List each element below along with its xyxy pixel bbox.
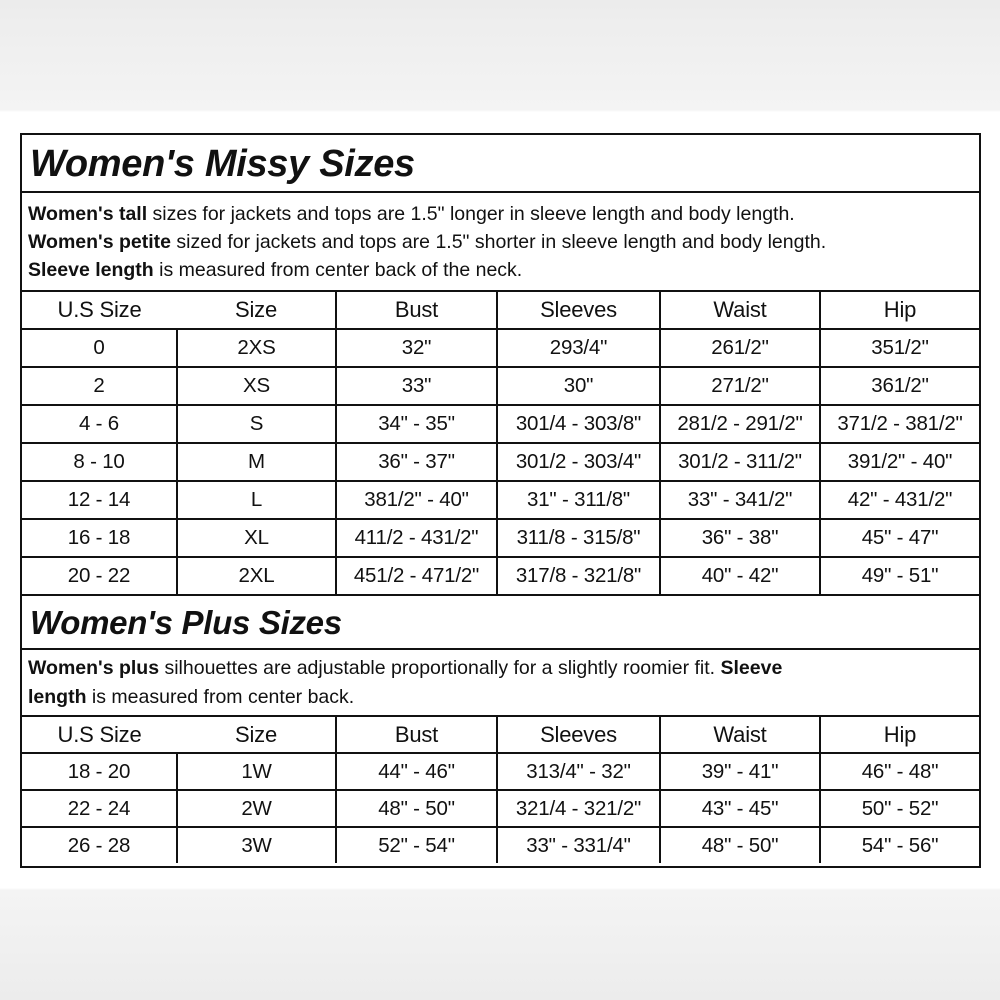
table-row (22, 405, 979, 443)
size-cell: 2XL (177, 557, 336, 595)
header-sleeves: Sleeves (497, 717, 660, 753)
waist-cell: 33" - 341/2" (660, 481, 820, 519)
sleeves-cell: 317/8 - 321/8" (497, 557, 660, 595)
table-row (22, 367, 979, 405)
header-hip: Hip (820, 717, 979, 753)
header-waist: Waist (660, 292, 820, 329)
tall-note: Women's tall sizes for jackets and tops are 1.5" longer in sleeve length and body length. (28, 203, 795, 225)
waist-cell: 36" - 38" (660, 519, 820, 557)
table-row (22, 753, 979, 790)
table-row (22, 329, 979, 367)
us-size-cell: 26 - 28 (22, 827, 177, 863)
table-row (22, 443, 979, 481)
waist-cell: 261/2" (660, 329, 820, 367)
plus-size-table (22, 717, 979, 863)
sleeves-cell: 301/4 - 303/8" (497, 405, 660, 443)
hip-cell: 391/2" - 40" (820, 443, 979, 481)
bust-cell: 381/2" - 40" (336, 481, 497, 519)
plus-size-notes (22, 650, 979, 717)
hip-cell: 50" - 52" (820, 790, 979, 827)
hip-cell: 371/2 - 381/2" (820, 405, 979, 443)
waist-cell: 271/2" (660, 367, 820, 405)
bust-cell: 32" (336, 329, 497, 367)
missy-section-title: Women's Missy Sizes (22, 135, 979, 193)
sleeves-cell: 313/4" - 32" (497, 753, 660, 790)
size-cell: 2XS (177, 329, 336, 367)
missy-header-row (22, 292, 979, 329)
hip-cell: 46" - 48" (820, 753, 979, 790)
waist-cell: 43" - 45" (660, 790, 820, 827)
header-size: Size (177, 292, 336, 329)
header-us-size: U.S Size (22, 292, 177, 329)
bust-cell: 33" (336, 367, 497, 405)
sleeve-length-note: Sleeve length is measured from center back of the neck. (28, 259, 523, 281)
plus-note-line-2: length is measured from center back. (28, 686, 355, 708)
header-sleeves: Sleeves (497, 292, 660, 329)
hip-cell: 49" - 51" (820, 557, 979, 595)
header-hip: Hip (820, 292, 979, 329)
us-size-cell: 0 (22, 329, 177, 367)
hip-cell: 42" - 431/2" (820, 481, 979, 519)
table-row (22, 557, 979, 595)
hip-cell: 361/2" (820, 367, 979, 405)
bust-cell: 48" - 50" (336, 790, 497, 827)
size-cell: M (177, 443, 336, 481)
sleeves-cell: 33" - 331/4" (497, 827, 660, 863)
hip-cell: 54" - 56" (861, 833, 939, 857)
bust-cell: 52" - 54" (336, 827, 497, 863)
size-cell: XL (177, 519, 336, 557)
sleeves-cell: 31" - 311/8" (497, 481, 660, 519)
sleeves-cell: 311/8 - 315/8" (497, 519, 660, 557)
us-size-cell: 16 - 18 (22, 519, 177, 557)
table-row (22, 827, 979, 863)
size-cell: XS (177, 367, 336, 405)
header-size: Size (177, 717, 336, 753)
us-size-cell: 22 - 24 (22, 790, 177, 827)
size-cell: S (177, 405, 336, 443)
header-bust: Bust (336, 292, 497, 329)
table-row (22, 790, 979, 827)
header-bust: Bust (336, 717, 497, 753)
table-row (22, 481, 979, 519)
size-cell: 3W (177, 827, 336, 863)
plus-note-line-1: Women's plus silhouettes are adjustable proportionally for a slightly roomier fit. Sleeve (28, 657, 783, 679)
sleeves-cell: 301/2 - 303/4" (497, 443, 660, 481)
sleeves-cell: 293/4" (497, 329, 660, 367)
petite-note: Women's petite sized for jackets and tops are 1.5" shorter in sleeve length and body length. (28, 231, 827, 253)
plus-header-row (22, 717, 979, 753)
us-size-cell: 20 - 22 (22, 557, 177, 595)
us-size-cell: 18 - 20 (22, 753, 177, 790)
us-size-cell: 12 - 14 (22, 481, 177, 519)
us-size-cell: 2 (22, 367, 177, 405)
size-cell: 2W (177, 790, 336, 827)
header-us-size: U.S Size (22, 717, 177, 753)
waist-cell: 301/2 - 311/2" (660, 443, 820, 481)
waist-cell: 281/2 - 291/2" (660, 405, 820, 443)
hip-cell: 45" - 47" (820, 519, 979, 557)
waist-cell: 48" - 50" (660, 827, 820, 863)
us-size-cell: 4 - 6 (22, 405, 177, 443)
bust-cell: 411/2 - 431/2" (336, 519, 497, 557)
missy-size-notes (22, 193, 979, 292)
missy-size-table (22, 292, 979, 596)
bust-cell: 44" - 46" (336, 753, 497, 790)
waist-cell: 40" - 42" (660, 557, 820, 595)
size-chart (20, 133, 981, 868)
size-cell: 1W (177, 753, 336, 790)
table-row (22, 519, 979, 557)
sleeves-cell: 321/4 - 321/2" (497, 790, 660, 827)
bust-cell: 36" - 37" (336, 443, 497, 481)
bust-cell: 451/2 - 471/2" (336, 557, 497, 595)
bust-cell: 34" - 35" (336, 405, 497, 443)
header-waist: Waist (660, 717, 820, 753)
plus-section-title: Women's Plus Sizes (22, 596, 979, 650)
sleeves-cell: 30" (497, 367, 660, 405)
hip-cell: 351/2" (820, 329, 979, 367)
us-size-cell: 8 - 10 (22, 443, 177, 481)
size-cell: L (177, 481, 336, 519)
waist-cell: 39" - 41" (660, 753, 820, 790)
